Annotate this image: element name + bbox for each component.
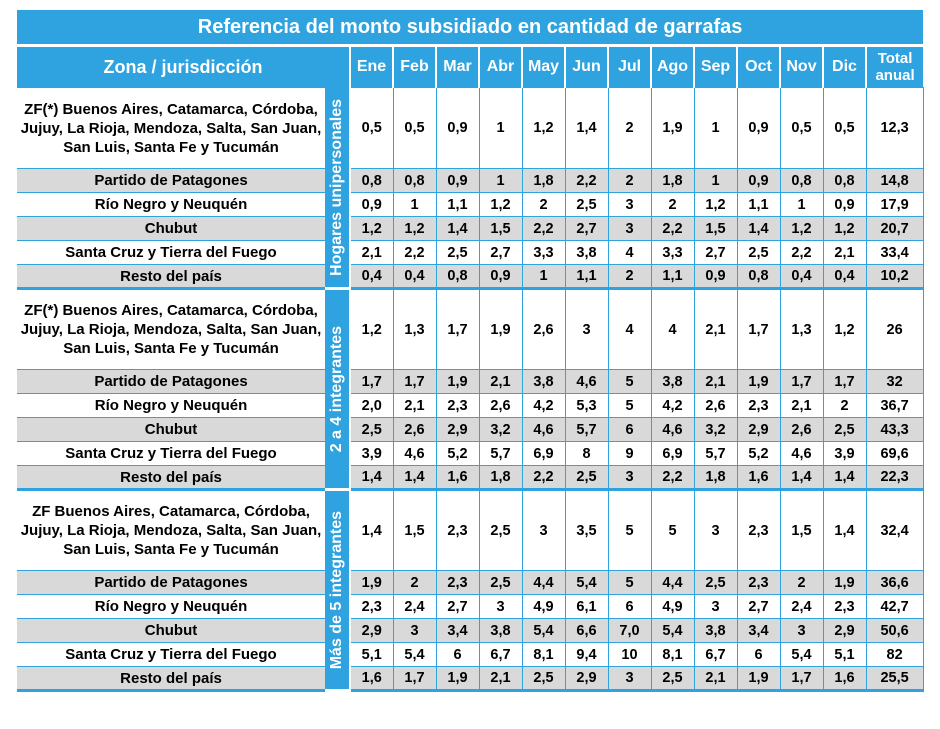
- month-header: Abr: [479, 46, 522, 88]
- annual-total-cell: 42,7: [866, 595, 923, 619]
- month-value-cell: 3: [694, 595, 737, 619]
- annual-total-cell: 32,4: [866, 490, 923, 571]
- month-value-cell: 2,1: [393, 394, 436, 418]
- month-value-cell: 0,9: [436, 169, 479, 193]
- month-value-cell: 0,8: [737, 265, 780, 289]
- month-header: Feb: [393, 46, 436, 88]
- zone-cell: Santa Cruz y Tierra del Fuego: [17, 442, 325, 466]
- month-value-cell: 2,2: [565, 169, 608, 193]
- month-value-cell: 2,7: [436, 595, 479, 619]
- month-value-cell: 1,4: [823, 466, 866, 490]
- month-value-cell: 1,4: [565, 88, 608, 169]
- group-label-cell: [325, 289, 350, 490]
- month-header: May: [522, 46, 565, 88]
- month-value-cell: 0,5: [393, 88, 436, 169]
- month-value-cell: 1,7: [436, 289, 479, 370]
- month-value-cell: 2,2: [780, 241, 823, 265]
- month-value-cell: 1,9: [479, 289, 522, 370]
- month-value-cell: 1,9: [651, 88, 694, 169]
- month-value-cell: 2,4: [780, 595, 823, 619]
- zone-cell: Partido de Patagones: [17, 169, 325, 193]
- zone-cell: Río Negro y Neuquén: [17, 193, 325, 217]
- month-header: Oct: [737, 46, 780, 88]
- month-value-cell: 0,8: [393, 169, 436, 193]
- month-value-cell: 2,2: [651, 466, 694, 490]
- table-row: [17, 418, 923, 442]
- month-value-cell: 4,6: [522, 418, 565, 442]
- month-value-cell: 1,1: [436, 193, 479, 217]
- month-value-cell: 2: [780, 571, 823, 595]
- month-value-cell: 2,9: [565, 667, 608, 691]
- month-value-cell: 4,6: [651, 418, 694, 442]
- month-value-cell: 4,6: [565, 370, 608, 394]
- zone-cell: ZF(*) Buenos Aires, Catamarca, Córdoba, Jujuy, La Rioja, Mendoza, Salta, San Juan, San Luis, Santa Fe y Tucumán: [17, 289, 325, 370]
- month-value-cell: 5,3: [565, 394, 608, 418]
- month-value-cell: 5,7: [565, 418, 608, 442]
- table-row: [17, 619, 923, 643]
- month-value-cell: 0,8: [350, 169, 393, 193]
- month-value-cell: 5,1: [350, 643, 393, 667]
- zone-column-header: Zona / jurisdicción: [17, 46, 350, 88]
- total-column-header: [866, 46, 923, 88]
- month-value-cell: 0,4: [393, 265, 436, 289]
- zone-cell: Partido de Patagones: [17, 571, 325, 595]
- table-row: [17, 442, 923, 466]
- month-value-cell: 1,7: [737, 289, 780, 370]
- month-value-cell: 1,2: [780, 217, 823, 241]
- month-value-cell: 1,8: [651, 169, 694, 193]
- table-title: Referencia del monto subsidiado en cantidad de garrafas: [17, 10, 923, 46]
- month-value-cell: 5: [651, 490, 694, 571]
- month-value-cell: 2: [522, 193, 565, 217]
- zone-cell: Chubut: [17, 418, 325, 442]
- month-value-cell: 2,3: [350, 595, 393, 619]
- month-value-cell: 2,5: [823, 418, 866, 442]
- table-row: [17, 169, 923, 193]
- month-value-cell: 2,5: [565, 193, 608, 217]
- month-value-cell: 2,1: [780, 394, 823, 418]
- month-value-cell: 3: [694, 490, 737, 571]
- zone-cell: Partido de Patagones: [17, 370, 325, 394]
- month-value-cell: 3,5: [565, 490, 608, 571]
- month-value-cell: 1,6: [436, 466, 479, 490]
- table-row: [17, 643, 923, 667]
- month-value-cell: 1,1: [651, 265, 694, 289]
- month-value-cell: 0,4: [350, 265, 393, 289]
- month-value-cell: 0,5: [823, 88, 866, 169]
- month-value-cell: 1,2: [350, 289, 393, 370]
- month-header: Jul: [608, 46, 651, 88]
- month-value-cell: 2,3: [823, 595, 866, 619]
- month-value-cell: 5: [608, 490, 651, 571]
- month-value-cell: 1,8: [479, 466, 522, 490]
- month-value-cell: 4,2: [651, 394, 694, 418]
- month-value-cell: 1,4: [393, 466, 436, 490]
- month-value-cell: 1,9: [350, 571, 393, 595]
- month-value-cell: 2,5: [651, 667, 694, 691]
- total-header-line1: Total: [877, 50, 913, 67]
- month-value-cell: 2,5: [737, 241, 780, 265]
- annual-total-cell: 14,8: [866, 169, 923, 193]
- month-value-cell: 2,1: [823, 241, 866, 265]
- annual-total-cell: 17,9: [866, 193, 923, 217]
- month-value-cell: 2,5: [565, 466, 608, 490]
- month-value-cell: 1,4: [436, 217, 479, 241]
- month-value-cell: 3,2: [479, 418, 522, 442]
- month-header: Ago: [651, 46, 694, 88]
- month-value-cell: 2,1: [479, 667, 522, 691]
- month-value-cell: 8: [565, 442, 608, 466]
- month-header: Mar: [436, 46, 479, 88]
- table-body: [17, 88, 923, 691]
- month-value-cell: 2,9: [823, 619, 866, 643]
- zone-cell: Resto del país: [17, 466, 325, 490]
- annual-total-cell: 32: [866, 370, 923, 394]
- month-value-cell: 1,2: [350, 217, 393, 241]
- month-value-cell: 0,9: [737, 88, 780, 169]
- annual-total-cell: 10,2: [866, 265, 923, 289]
- month-value-cell: 1,2: [393, 217, 436, 241]
- month-value-cell: 2: [608, 88, 651, 169]
- month-value-cell: 4,9: [522, 595, 565, 619]
- month-value-cell: 2,1: [694, 289, 737, 370]
- month-value-cell: 0,4: [823, 265, 866, 289]
- month-value-cell: 1: [694, 88, 737, 169]
- month-value-cell: 1,5: [780, 490, 823, 571]
- month-value-cell: 2: [608, 265, 651, 289]
- month-value-cell: 2,3: [737, 394, 780, 418]
- month-value-cell: 2: [651, 193, 694, 217]
- zone-cell: Santa Cruz y Tierra del Fuego: [17, 241, 325, 265]
- month-value-cell: 1,6: [350, 667, 393, 691]
- month-value-cell: 9: [608, 442, 651, 466]
- month-value-cell: 2,2: [522, 466, 565, 490]
- zone-cell: Resto del país: [17, 667, 325, 691]
- month-value-cell: 4,2: [522, 394, 565, 418]
- month-value-cell: 3,8: [651, 370, 694, 394]
- month-value-cell: 2,9: [737, 418, 780, 442]
- month-value-cell: 3: [565, 289, 608, 370]
- month-value-cell: 1,1: [565, 265, 608, 289]
- month-value-cell: 8,1: [522, 643, 565, 667]
- group-label: Más de 5 integrantes: [328, 510, 345, 670]
- month-value-cell: 2,5: [522, 667, 565, 691]
- zone-cell: Chubut: [17, 619, 325, 643]
- month-value-cell: 1,6: [823, 667, 866, 691]
- month-value-cell: 1: [780, 193, 823, 217]
- month-value-cell: 2,4: [393, 595, 436, 619]
- zone-cell: Río Negro y Neuquén: [17, 394, 325, 418]
- month-value-cell: 5,4: [522, 619, 565, 643]
- month-value-cell: 4,4: [651, 571, 694, 595]
- month-value-cell: 1,9: [823, 571, 866, 595]
- month-value-cell: 4: [608, 289, 651, 370]
- month-value-cell: 3,4: [737, 619, 780, 643]
- month-value-cell: 0,5: [350, 88, 393, 169]
- month-value-cell: 2,6: [393, 418, 436, 442]
- header-row: [17, 46, 923, 88]
- month-value-cell: 2: [608, 169, 651, 193]
- subsidy-reference-table: [17, 10, 923, 692]
- month-value-cell: 5,1: [823, 643, 866, 667]
- month-value-cell: 2,5: [436, 241, 479, 265]
- month-value-cell: 1,4: [823, 490, 866, 571]
- annual-total-cell: 36,7: [866, 394, 923, 418]
- month-value-cell: 2,5: [479, 490, 522, 571]
- total-header-line2: anual: [875, 67, 915, 84]
- month-value-cell: 6: [608, 418, 651, 442]
- month-value-cell: 4,9: [651, 595, 694, 619]
- month-value-cell: 6,7: [694, 643, 737, 667]
- month-value-cell: 3,9: [823, 442, 866, 466]
- month-value-cell: 5,4: [393, 643, 436, 667]
- month-value-cell: 3: [522, 490, 565, 571]
- month-value-cell: 0,9: [479, 265, 522, 289]
- month-value-cell: 1: [479, 169, 522, 193]
- month-value-cell: 2,3: [737, 490, 780, 571]
- month-value-cell: 2,3: [737, 571, 780, 595]
- annual-total-cell: 82: [866, 643, 923, 667]
- month-value-cell: 5,7: [479, 442, 522, 466]
- zone-cell: Río Negro y Neuquén: [17, 595, 325, 619]
- annual-total-cell: 43,3: [866, 418, 923, 442]
- zone-cell: Chubut: [17, 217, 325, 241]
- month-header: Nov: [780, 46, 823, 88]
- month-value-cell: 1,7: [823, 370, 866, 394]
- month-value-cell: 0,9: [737, 169, 780, 193]
- zone-cell: ZF Buenos Aires, Catamarca, Córdoba, Jujuy, La Rioja, Mendoza, Salta, San Juan, San Luis, Santa Fe y Tucumán: [17, 490, 325, 571]
- table-row: [17, 466, 923, 490]
- month-value-cell: 2: [823, 394, 866, 418]
- month-value-cell: 6: [737, 643, 780, 667]
- month-value-cell: 1,5: [694, 217, 737, 241]
- month-value-cell: 7,0: [608, 619, 651, 643]
- annual-total-cell: 25,5: [866, 667, 923, 691]
- month-value-cell: 1: [479, 88, 522, 169]
- month-value-cell: 1,7: [393, 667, 436, 691]
- annual-total-cell: 22,3: [866, 466, 923, 490]
- month-value-cell: 3,9: [350, 442, 393, 466]
- month-value-cell: 3,3: [651, 241, 694, 265]
- zone-cell: ZF(*) Buenos Aires, Catamarca, Córdoba, Jujuy, La Rioja, Mendoza, Salta, San Juan, San Luis, Santa Fe y Tucumán: [17, 88, 325, 169]
- month-value-cell: 2,1: [694, 370, 737, 394]
- month-value-cell: 1,3: [780, 289, 823, 370]
- month-value-cell: 9,4: [565, 643, 608, 667]
- month-value-cell: 2,6: [522, 289, 565, 370]
- month-value-cell: 5,7: [694, 442, 737, 466]
- month-value-cell: 4,6: [393, 442, 436, 466]
- data-table: [17, 10, 924, 692]
- month-value-cell: 1,9: [436, 667, 479, 691]
- month-value-cell: 1,2: [479, 193, 522, 217]
- month-value-cell: 2,1: [479, 370, 522, 394]
- month-value-cell: 5,4: [651, 619, 694, 643]
- month-value-cell: 1,2: [522, 88, 565, 169]
- group-label-cell: [325, 88, 350, 289]
- month-value-cell: 3: [608, 193, 651, 217]
- annual-total-cell: 36,6: [866, 571, 923, 595]
- month-value-cell: 2,7: [694, 241, 737, 265]
- month-value-cell: 1,4: [350, 490, 393, 571]
- table-row: [17, 370, 923, 394]
- month-value-cell: 5,4: [565, 571, 608, 595]
- annual-total-cell: 26: [866, 289, 923, 370]
- month-value-cell: 3,8: [479, 619, 522, 643]
- month-value-cell: 1,4: [780, 466, 823, 490]
- month-value-cell: 6: [608, 595, 651, 619]
- month-value-cell: 2,5: [479, 571, 522, 595]
- month-value-cell: 4,4: [522, 571, 565, 595]
- month-value-cell: 1,6: [737, 466, 780, 490]
- month-value-cell: 2,6: [780, 418, 823, 442]
- month-value-cell: 10: [608, 643, 651, 667]
- month-value-cell: 2,9: [436, 418, 479, 442]
- month-value-cell: 5: [608, 394, 651, 418]
- table-row: [17, 217, 923, 241]
- month-value-cell: 1,5: [479, 217, 522, 241]
- month-value-cell: 1,8: [694, 466, 737, 490]
- month-value-cell: 1,9: [436, 370, 479, 394]
- month-header: Sep: [694, 46, 737, 88]
- table-row: [17, 595, 923, 619]
- month-value-cell: 1,9: [737, 370, 780, 394]
- month-value-cell: 6,9: [651, 442, 694, 466]
- month-value-cell: 0,9: [350, 193, 393, 217]
- month-value-cell: 1,2: [694, 193, 737, 217]
- month-value-cell: 6,9: [522, 442, 565, 466]
- month-value-cell: 3: [608, 667, 651, 691]
- month-value-cell: 3,4: [436, 619, 479, 643]
- month-value-cell: 1: [522, 265, 565, 289]
- month-value-cell: 5,2: [436, 442, 479, 466]
- month-value-cell: 1,7: [780, 667, 823, 691]
- month-value-cell: 1,7: [780, 370, 823, 394]
- month-value-cell: 2,6: [694, 394, 737, 418]
- annual-total-cell: 69,6: [866, 442, 923, 466]
- month-value-cell: 5,2: [737, 442, 780, 466]
- table-row: [17, 289, 923, 370]
- month-value-cell: 2,7: [737, 595, 780, 619]
- month-value-cell: 2,6: [479, 394, 522, 418]
- month-value-cell: 4: [608, 241, 651, 265]
- table-row: [17, 241, 923, 265]
- table-row: [17, 394, 923, 418]
- month-value-cell: 2,7: [565, 217, 608, 241]
- month-value-cell: 2,5: [350, 418, 393, 442]
- month-value-cell: 4: [651, 289, 694, 370]
- month-value-cell: 0,9: [694, 265, 737, 289]
- month-value-cell: 6: [436, 643, 479, 667]
- table-row: [17, 667, 923, 691]
- month-value-cell: 1,5: [393, 490, 436, 571]
- month-value-cell: 2,2: [651, 217, 694, 241]
- month-value-cell: 2,1: [350, 241, 393, 265]
- annual-total-cell: 12,3: [866, 88, 923, 169]
- month-value-cell: 6,6: [565, 619, 608, 643]
- month-value-cell: 3: [780, 619, 823, 643]
- month-value-cell: 3: [393, 619, 436, 643]
- month-value-cell: 0,8: [780, 169, 823, 193]
- month-value-cell: 0,5: [780, 88, 823, 169]
- annual-total-cell: 33,4: [866, 241, 923, 265]
- month-value-cell: 4,6: [780, 442, 823, 466]
- group-label-cell: [325, 490, 350, 691]
- month-value-cell: 1,7: [350, 370, 393, 394]
- month-value-cell: 8,1: [651, 643, 694, 667]
- month-value-cell: 1,1: [737, 193, 780, 217]
- month-value-cell: 1,7: [393, 370, 436, 394]
- month-value-cell: 2,2: [522, 217, 565, 241]
- month-value-cell: 1,2: [823, 217, 866, 241]
- month-value-cell: 3,8: [694, 619, 737, 643]
- month-value-cell: 3: [479, 595, 522, 619]
- month-value-cell: 6,7: [479, 643, 522, 667]
- zone-cell: Santa Cruz y Tierra del Fuego: [17, 643, 325, 667]
- zone-cell: Resto del país: [17, 265, 325, 289]
- month-value-cell: 3,8: [522, 370, 565, 394]
- month-value-cell: 1: [694, 169, 737, 193]
- annual-total-cell: 50,6: [866, 619, 923, 643]
- month-value-cell: 5,4: [780, 643, 823, 667]
- table-row: [17, 265, 923, 289]
- month-value-cell: 1,4: [350, 466, 393, 490]
- month-value-cell: 2: [393, 571, 436, 595]
- month-value-cell: 0,9: [436, 88, 479, 169]
- month-value-cell: 5: [608, 571, 651, 595]
- month-value-cell: 0,4: [780, 265, 823, 289]
- month-value-cell: 2,7: [479, 241, 522, 265]
- month-value-cell: 3,3: [522, 241, 565, 265]
- month-value-cell: 1,4: [737, 217, 780, 241]
- month-header: Jun: [565, 46, 608, 88]
- month-value-cell: 0,8: [436, 265, 479, 289]
- month-value-cell: 6,1: [565, 595, 608, 619]
- table-row: [17, 193, 923, 217]
- month-value-cell: 2,3: [436, 571, 479, 595]
- month-value-cell: 1,8: [522, 169, 565, 193]
- month-value-cell: 1,9: [737, 667, 780, 691]
- month-value-cell: 2,0: [350, 394, 393, 418]
- annual-total-cell: 20,7: [866, 217, 923, 241]
- month-value-cell: 5: [608, 370, 651, 394]
- table-row: [17, 490, 923, 571]
- month-value-cell: 2,5: [694, 571, 737, 595]
- month-value-cell: 1,2: [823, 289, 866, 370]
- month-value-cell: 3,8: [565, 241, 608, 265]
- group-label: Hogares unipersonales: [328, 98, 345, 276]
- month-value-cell: 3: [608, 466, 651, 490]
- month-value-cell: 3: [608, 217, 651, 241]
- month-value-cell: 3,2: [694, 418, 737, 442]
- table-row: [17, 88, 923, 169]
- month-value-cell: 2,3: [436, 490, 479, 571]
- month-value-cell: 2,9: [350, 619, 393, 643]
- month-header: Ene: [350, 46, 393, 88]
- group-label: 2 a 4 integrantes: [328, 325, 345, 453]
- month-header: Dic: [823, 46, 866, 88]
- month-value-cell: 1,3: [393, 289, 436, 370]
- month-value-cell: 0,9: [823, 193, 866, 217]
- table-row: [17, 571, 923, 595]
- month-value-cell: 1: [393, 193, 436, 217]
- month-value-cell: 2,2: [393, 241, 436, 265]
- month-value-cell: 2,1: [694, 667, 737, 691]
- month-value-cell: 2,3: [436, 394, 479, 418]
- month-value-cell: 0,8: [823, 169, 866, 193]
